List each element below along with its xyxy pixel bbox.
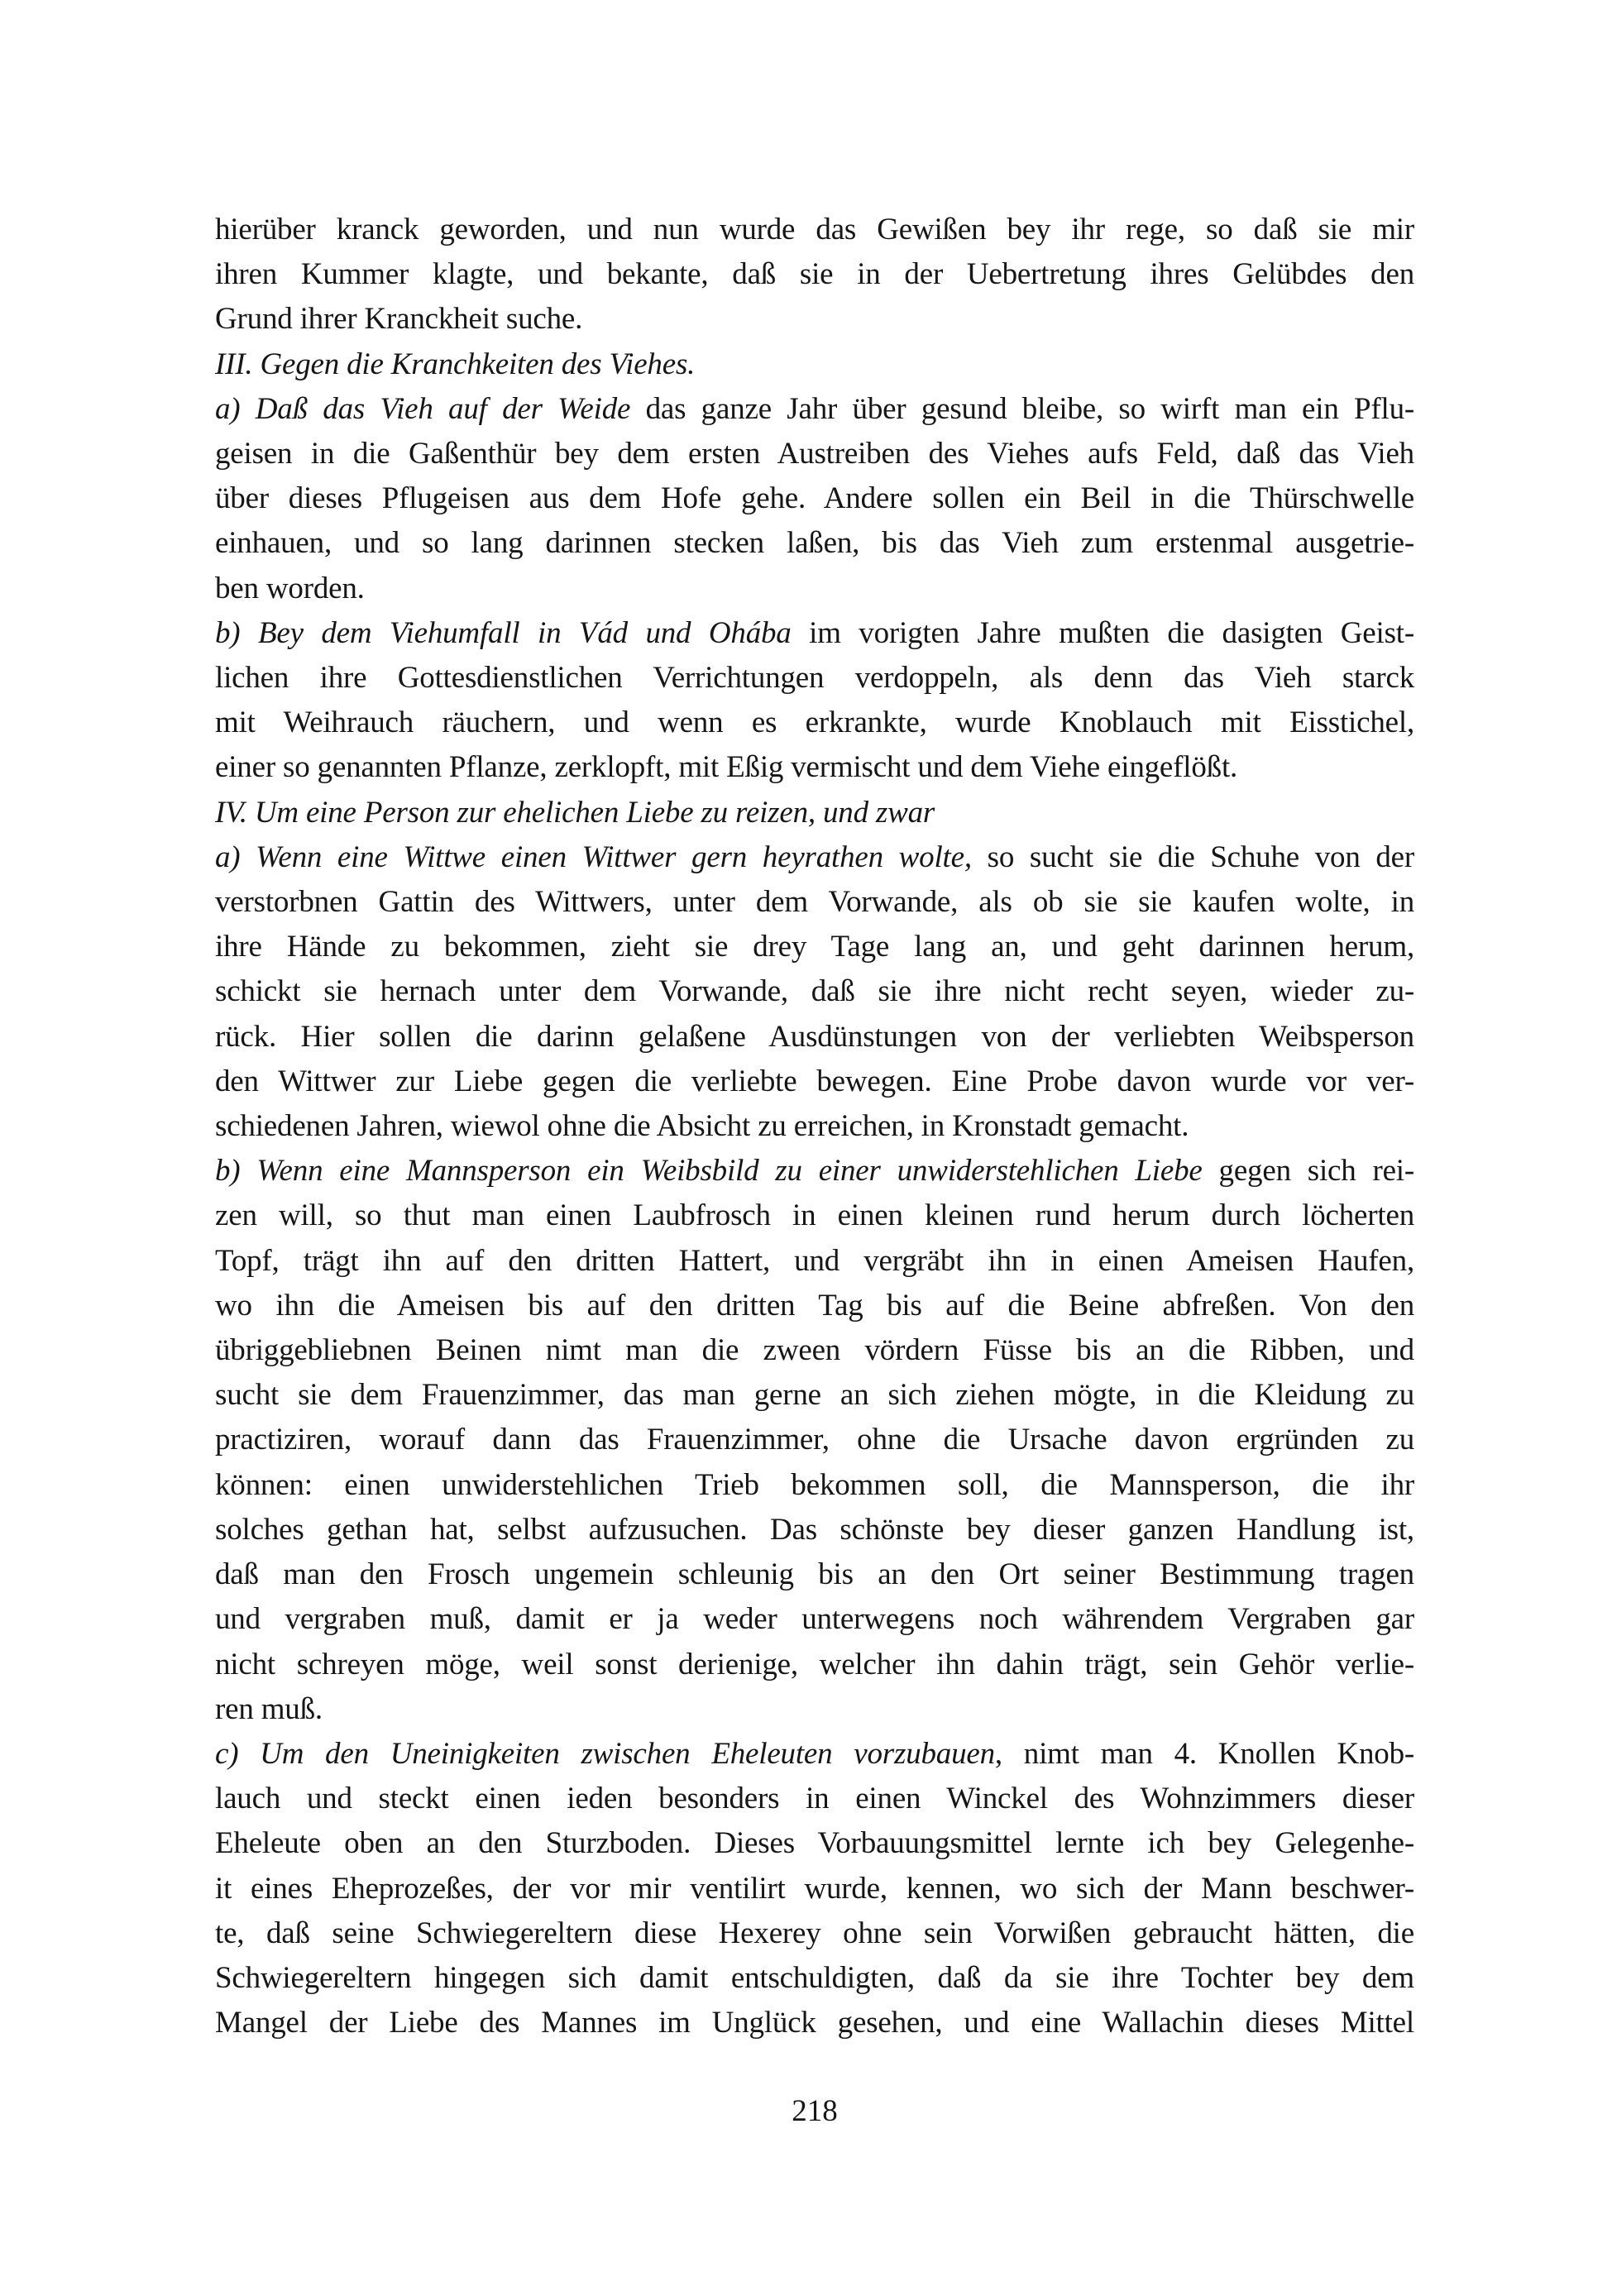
text-line	[215, 1777, 1414, 1821]
text-line	[215, 1911, 1414, 1956]
text-line	[215, 387, 1414, 432]
text-line	[215, 1687, 1414, 1732]
text-line	[215, 925, 1414, 969]
text-segment: te, daß seine Schwiegereltern diese Hexerey ohne sein Vorwißen gebraucht hätten, die	[215, 1916, 1414, 1950]
text-segment: sucht sie dem Frauenzimmer, das man gerne an sich ziehen mögte, in die Kleidung zu	[215, 1378, 1414, 1413]
text-line	[215, 432, 1414, 476]
text-segment: übriggebliebnen Beinen nimt man die zween vördern Füsse bis an die Ribben, und	[215, 1333, 1414, 1368]
text-segment: zen will, so thut man einen Laubfrosch in einen kleinen rund herum durch löcherten	[215, 1198, 1414, 1233]
text-line	[215, 476, 1414, 521]
text-line	[215, 1015, 1414, 1060]
italic-text-segment: a) Daß das Vieh auf der Weide	[215, 391, 631, 426]
text-segment: rück. Hier sollen die darinn gelaßene Ausdünstungen von der verliebten Weibsperson	[215, 1019, 1414, 1054]
text-segment: ihre Hände zu bekommen, zieht sie drey Tage lang an, und geht darinnen herum,	[215, 930, 1414, 964]
text-segment: ren muß.	[215, 1691, 323, 1726]
italic-text-segment: III. Gegen die Kranchkeiten des Viehes.	[215, 347, 696, 381]
text-line	[215, 656, 1414, 701]
italic-text-segment: b) Bey dem Viehumfall in Vád und Ohába	[215, 615, 792, 650]
text-segment: ben worden.	[215, 571, 365, 605]
text-line	[215, 835, 1414, 880]
text-line	[215, 1239, 1414, 1284]
text-line	[215, 1508, 1414, 1552]
text-line	[215, 208, 1414, 252]
text-line	[215, 791, 1414, 835]
text-segment: lauch und steckt einen ieden besonders in einen Winckel des Wohnzimmers dieser	[215, 1782, 1414, 1816]
page-number: 218	[792, 2094, 838, 2128]
text-segment: das ganze Jahr über gesund bleibe, so wirft man ein Pflu-	[630, 391, 1414, 426]
text-segment: nicht schreyen möge, weil sonst derienige, welcher ihn dahin trägt, sein Gehör verlie-	[215, 1647, 1414, 1681]
text-line	[215, 1597, 1414, 1642]
text-segment: Eheleute oben an den Sturzboden. Dieses Vorbauungsmittel lernte ich bey Gelegenhe-	[215, 1826, 1414, 1861]
text-line	[215, 1552, 1414, 1597]
text-segment: Schwiegereltern hingegen sich damit entschuldigten, daß da sie ihre Tochter bey dem	[215, 1960, 1414, 1995]
text-line	[215, 1821, 1414, 1866]
text-line	[215, 1193, 1414, 1238]
text-segment: daß man den Frosch ungemein schleunig bis an den Ort seiner Bestimmung tragen	[215, 1557, 1414, 1592]
text-segment: practiziren, worauf dann das Frauenzimmer, ohne die Ursache davon ergründen zu	[215, 1423, 1414, 1457]
text-segment: ihren Kummer klagte, und bekante, daß sie in der Uebertretung ihres Gelübdes den	[215, 257, 1414, 292]
text-segment: , nimt man 4. Knollen Knob-	[994, 1736, 1414, 1771]
text-segment: über dieses Pflugeisen aus dem Hofe gehe. Andere sollen ein Beil in die Thürschwelle	[215, 481, 1414, 516]
text-segment: hierüber kranck geworden, und nun wurde das Gewißen bey ihr rege, so daß sie mir	[215, 213, 1414, 246]
text-segment: lichen ihre Gottesdienstlichen Verrichtungen verdoppeln, als denn das Vieh starck	[215, 661, 1414, 696]
text-line	[215, 1373, 1414, 1418]
italic-text-segment: b) Wenn eine Mannsperson ein Weibsbild zu einer unwiderstehlichen Liebe	[215, 1154, 1203, 1189]
text-line	[215, 567, 1414, 611]
body-text	[215, 208, 1414, 2045]
text-segment: solches gethan hat, selbst aufzusuchen. Das schönste bey dieser ganzen Handlung ist,	[215, 1512, 1414, 1547]
text-segment: so sucht sie die Schuhe von der	[971, 839, 1415, 874]
italic-text-segment: IV. Um eine Person zur ehelichen Liebe zu reizen, und zwar	[215, 795, 935, 830]
text-line	[215, 969, 1414, 1014]
text-segment: den Wittwer zur Liebe gegen die verliebte bewegen. Eine Probe davon wurde vor ver-	[215, 1064, 1414, 1098]
text-line	[215, 1956, 1414, 2001]
text-segment: schickt sie hernach unter dem Vorwande, daß sie ihre nicht recht seyen, wieder zu-	[215, 974, 1414, 1009]
text-line	[215, 1418, 1414, 1462]
text-segment: Mangel der Liebe des Mannes im Unglück gesehen, und eine Wallachin dieses Mittel	[215, 2006, 1414, 2040]
text-line	[215, 1149, 1414, 1193]
text-segment: mit Weihrauch räuchern, und wenn es erkrankte, wurde Knoblauch mit Eisstichel,	[215, 706, 1414, 740]
text-line	[215, 2001, 1414, 2045]
text-line	[215, 611, 1414, 656]
text-line	[215, 880, 1414, 925]
text-line	[215, 252, 1414, 297]
text-line	[215, 1060, 1414, 1104]
text-line	[215, 1867, 1414, 1911]
text-line	[215, 1104, 1414, 1149]
text-segment: und vergraben muß, damit er ja weder unterwegens noch währendem Vergraben gar	[215, 1602, 1414, 1637]
italic-text-segment: c) Um den Uneinigkeiten zwischen Eheleuten vorzubauen	[215, 1736, 995, 1771]
text-line	[215, 701, 1414, 745]
text-segment: wo ihn die Ameisen bis auf den dritten Tag bis auf die Beine abfreßen. Von den	[215, 1288, 1414, 1323]
text-segment: Grund ihrer Kranckheit suche.	[215, 302, 583, 337]
text-line	[215, 1284, 1414, 1328]
text-line	[215, 297, 1414, 342]
text-segment: können: einen unwiderstehlichen Trieb bekommen soll, die Mannsperson, die ihr	[215, 1467, 1414, 1502]
text-line	[215, 1463, 1414, 1508]
italic-text-segment: a) Wenn eine Wittwe einen Wittwer gern heyrathen wolte,	[215, 839, 972, 874]
text-segment: gegen sich rei-	[1202, 1154, 1415, 1189]
text-segment: geisen in die Gaßenthür bey dem ersten Austreiben des Viehes aufs Feld, daß das Vieh	[215, 437, 1414, 471]
text-line	[215, 745, 1414, 790]
text-segment: Topf, trägt ihn auf den dritten Hattert, und vergräbt ihn in einen Ameisen Haufen,	[215, 1243, 1414, 1278]
text-line	[215, 342, 1414, 387]
text-line	[215, 1732, 1414, 1777]
text-segment: einhauen, und so lang darinnen stecken laßen, bis das Vieh zum erstenmal ausgetrie-	[215, 526, 1414, 561]
text-segment: schiedenen Jahren, wiewol ohne die Absicht zu erreichen, in Kronstadt gemacht.	[215, 1109, 1189, 1144]
text-segment: it eines Eheprozeßes, der vor mir ventilirt wurde, kennen, wo sich der Mann beschwer-	[215, 1871, 1414, 1906]
text-segment: im vorigten Jahre mußten die dasigten Geist-	[791, 615, 1414, 650]
text-segment: verstorbnen Gattin des Wittwers, unter dem Vorwande, als ob sie sie kaufen wolte, in	[215, 885, 1414, 920]
text-line	[215, 1643, 1414, 1687]
text-line	[215, 1328, 1414, 1373]
text-segment: einer so genannten Pflanze, zerklopft, mit Eßig vermischt und dem Viehe eingeflößt.	[215, 750, 1238, 785]
text-line	[215, 521, 1414, 566]
